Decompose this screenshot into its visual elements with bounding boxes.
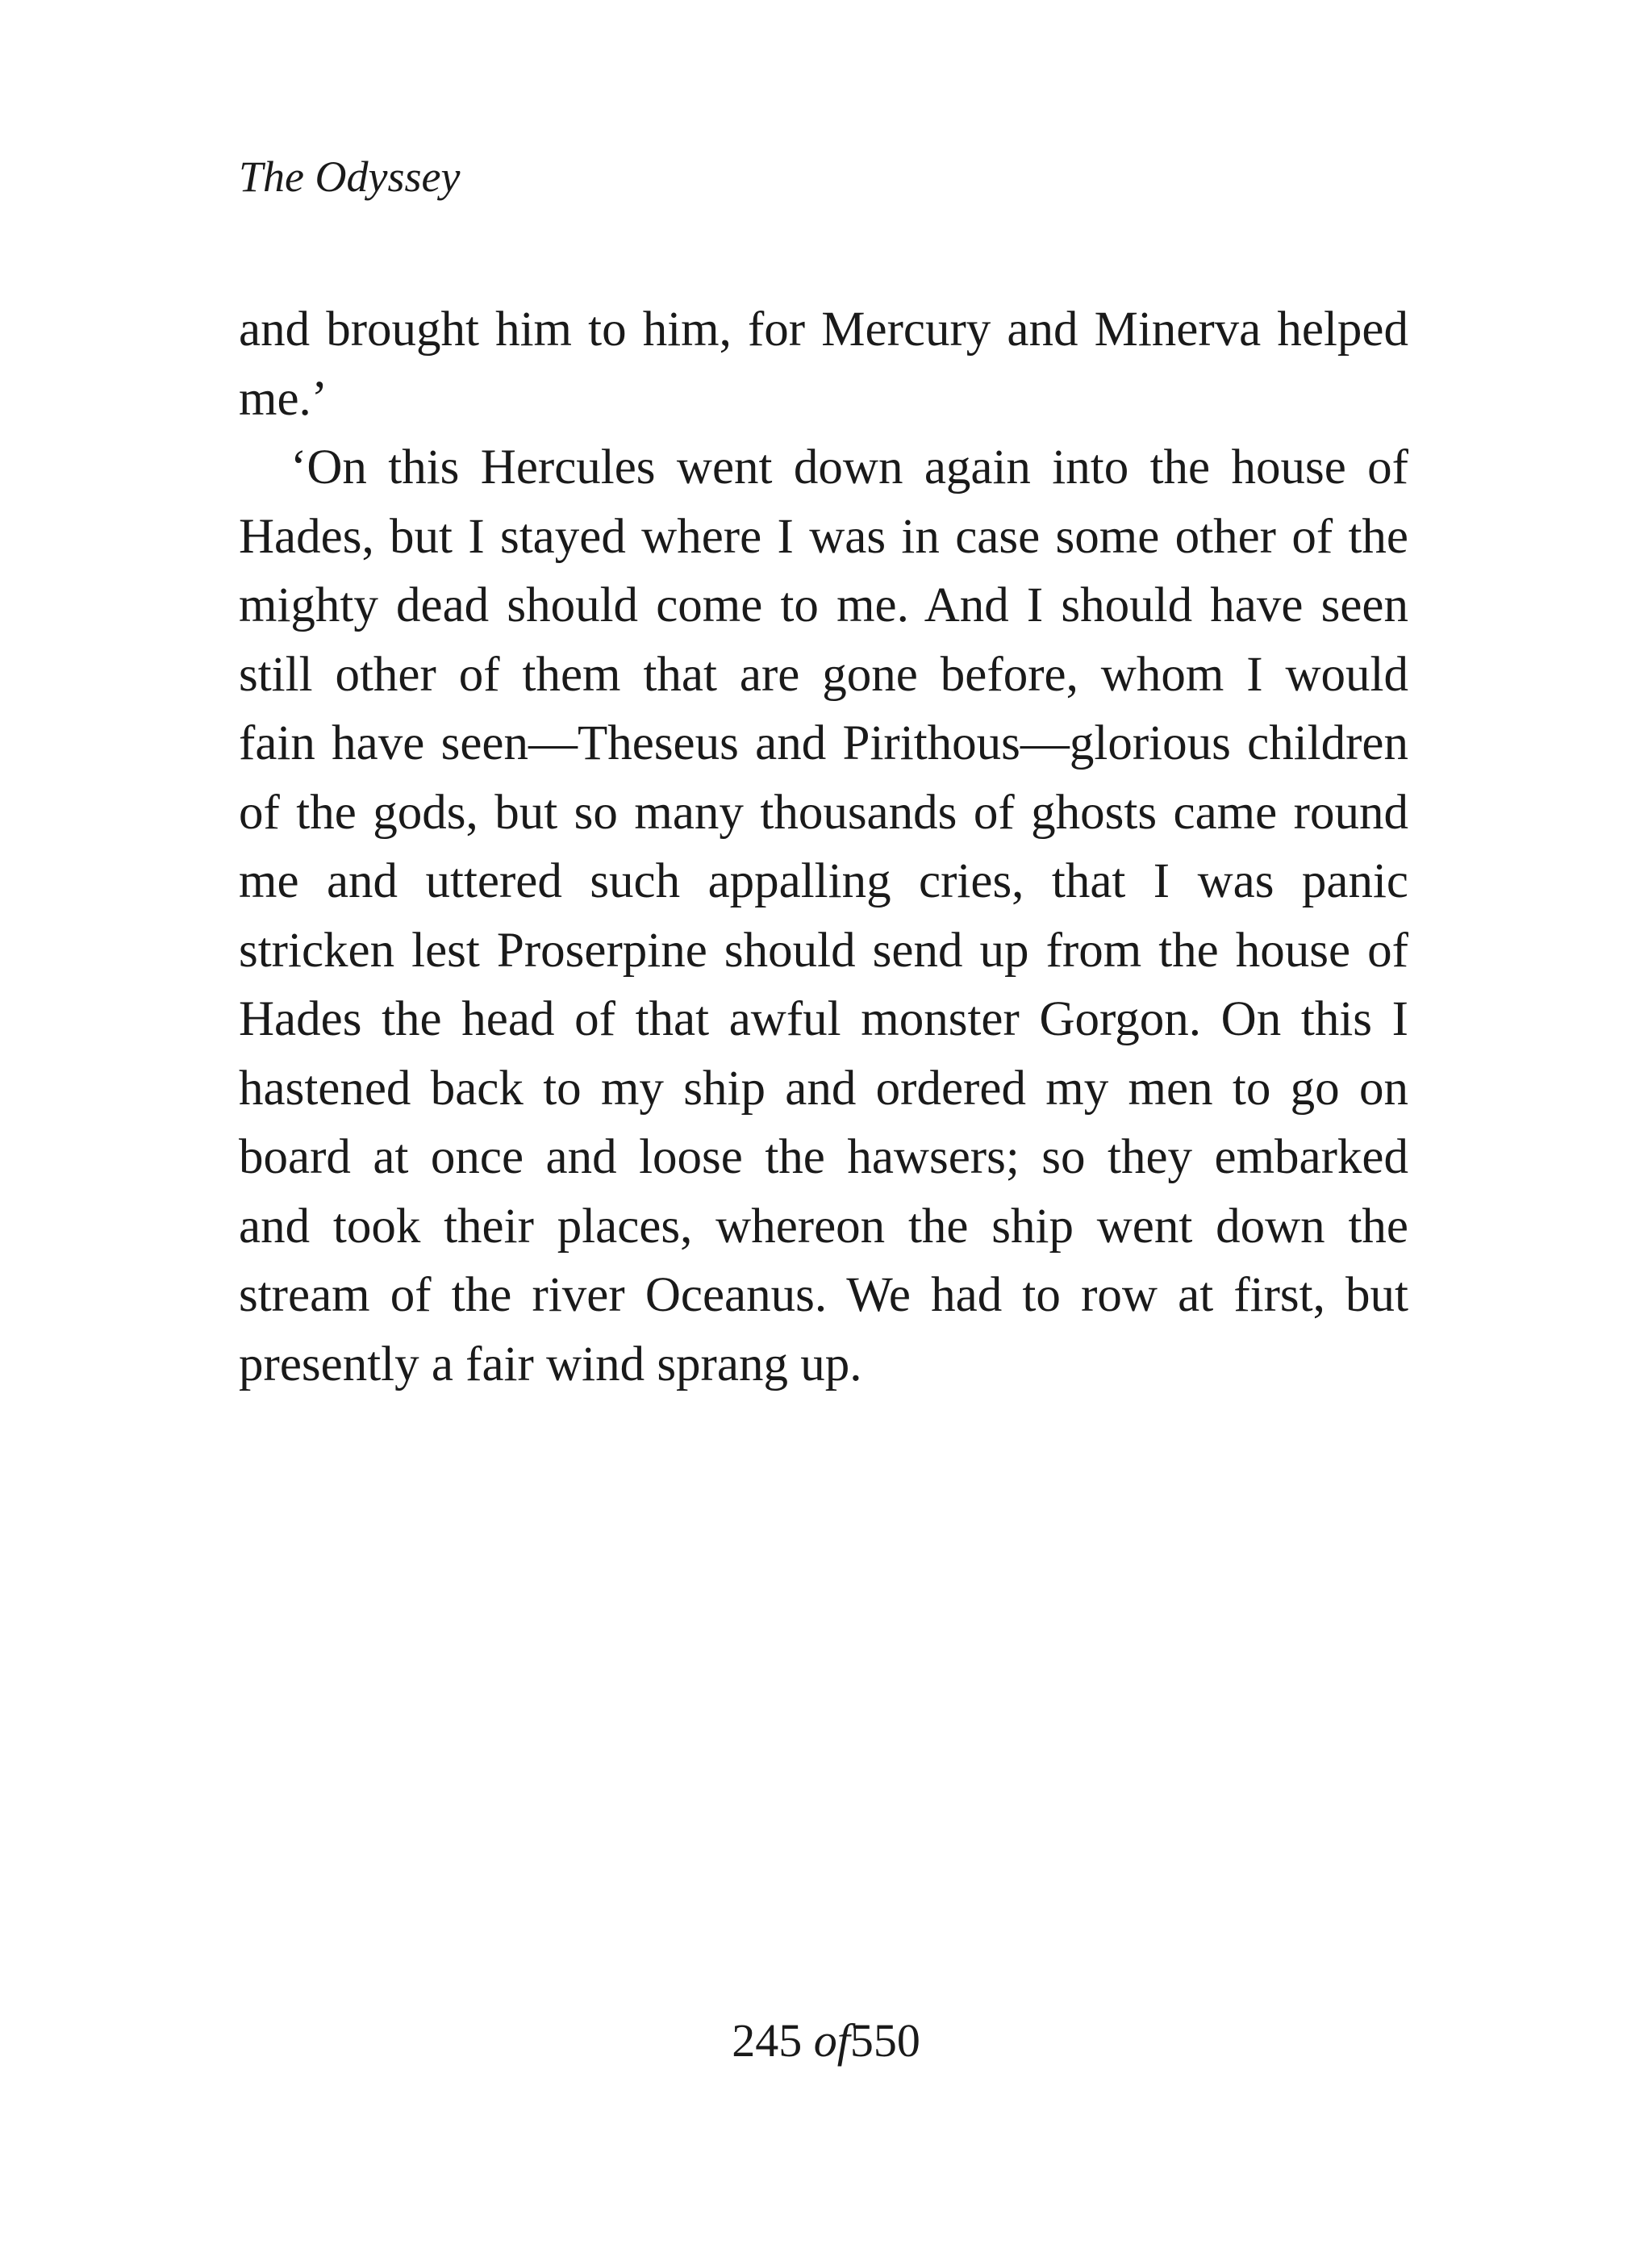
text-line: me and uttered such appalling cries, that I was panic [239,854,1408,908]
running-title: The Odyssey [239,152,461,201]
current-page: 245 [732,2014,803,2067]
paragraph-first-line: ‘On this Hercules went down again into the house of [290,440,1408,494]
text-line: stricken lest Proserpine should send up from the house of [239,923,1408,978]
text-line: mighty dead should come to me. And I should have seen [239,578,1408,632]
text-line: board at once and loose the hawsers; so they embarked [239,1130,1408,1184]
text-line: hastened back to my ship and ordered my men to go on [239,1061,1408,1116]
page-number [0,2009,1652,2073]
paragraph-last-line: presently a fair wind sprang up. [239,1337,862,1391]
text-line: me.’ [239,371,328,426]
body-text [239,295,1408,1399]
text-line: and took their places, whereon the ship went down the [239,1199,1408,1254]
text-line: fain have seen—Theseus and Pirithous—glorious children [239,716,1408,770]
text-line: of the gods, but so many thousands of ghosts came round [239,785,1408,840]
text-line: stream of the river Oceanus. We had to row at first, but [239,1268,1408,1322]
total-pages: 550 [849,2014,920,2067]
text-line: Hades, but I stayed where I was in case some other of the [239,509,1408,564]
text-line: Hades the head of that awful monster Gorgon. On this I [239,992,1408,1046]
page-of-label: of [813,2014,850,2067]
text-line: and brought him to him, for Mercury and Minerva helped [239,302,1408,357]
text-line: still other of them that are gone before, whom I would [239,647,1408,702]
